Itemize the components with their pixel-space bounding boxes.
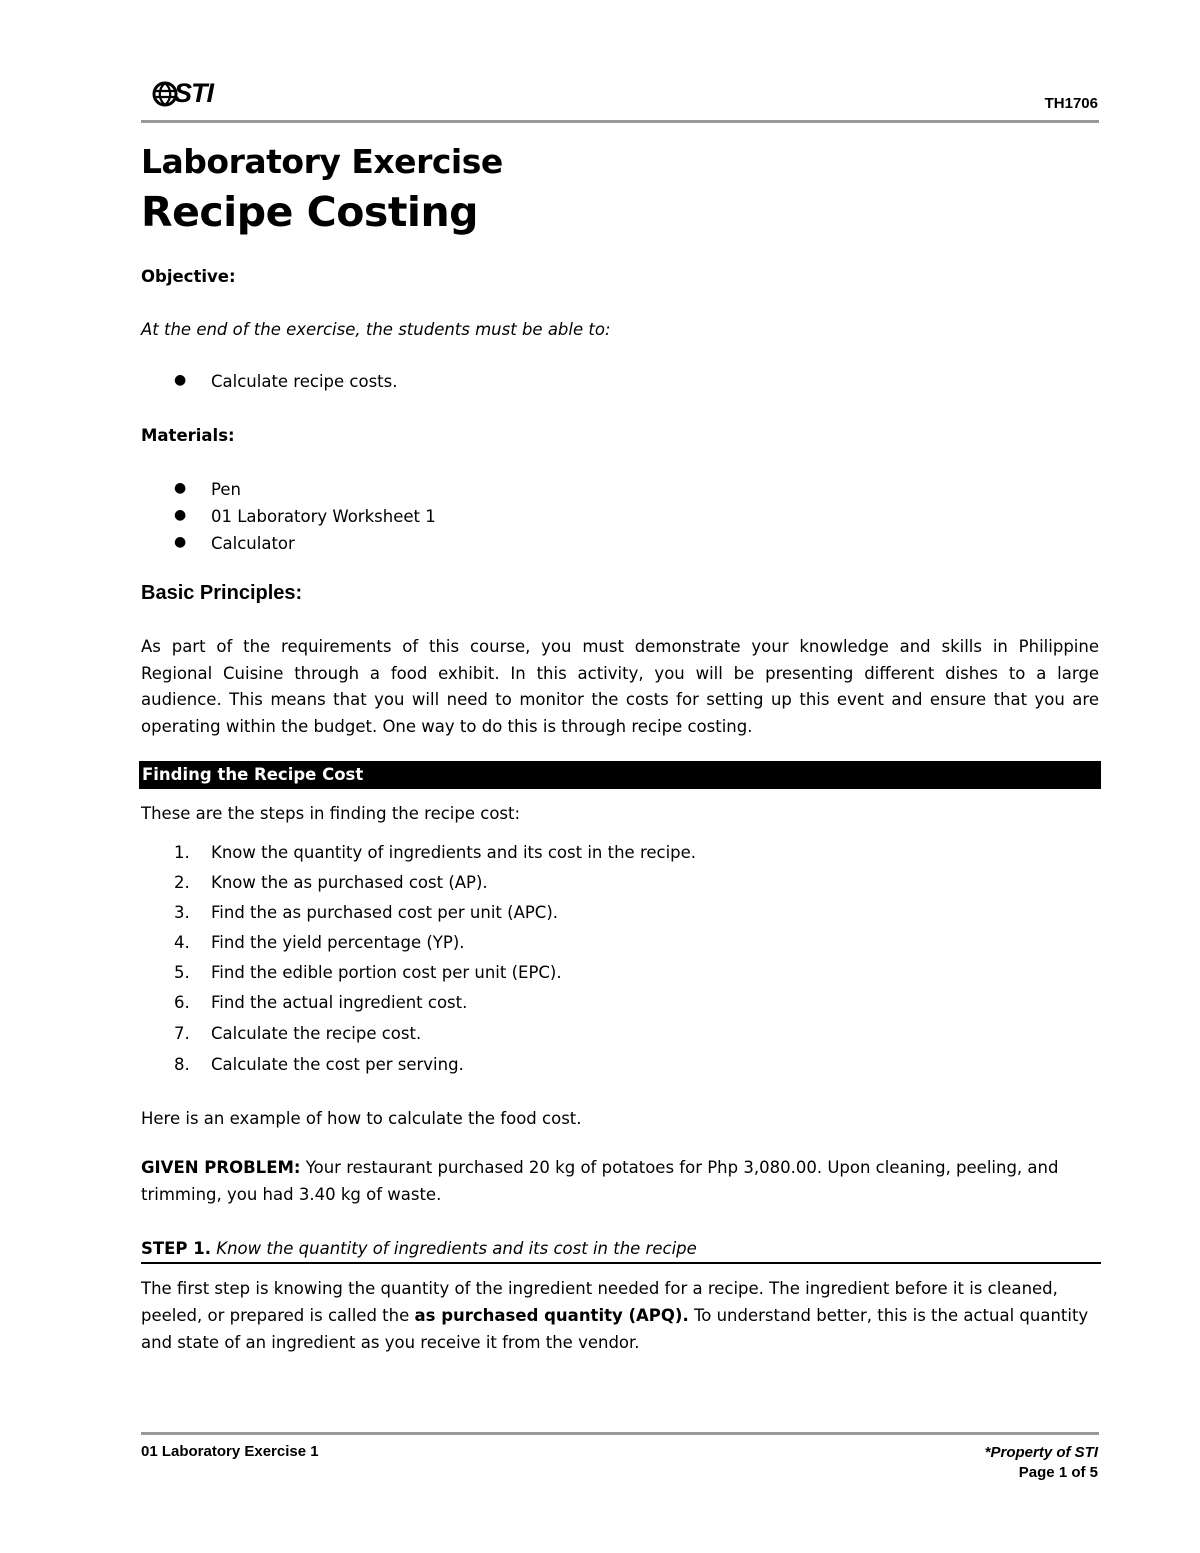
objective-item: Calculate recipe costs. xyxy=(211,372,398,391)
step1-title: Know the quantity of ingredients and its cost in the recipe xyxy=(211,1239,697,1258)
bullet-icon: ● xyxy=(174,480,187,496)
step-number: 7. xyxy=(174,1024,190,1043)
document-code: TH1706 xyxy=(1044,95,1098,112)
step1-line: The first step is knowing the quantity of the ingredient needed for a recipe. The ingredient before it is cleaned, xyxy=(141,1279,1058,1298)
step-number: 1. xyxy=(174,843,190,862)
step1-text: To understand better, this is the actual quantity xyxy=(688,1306,1089,1325)
step-item: Calculate the cost per serving. xyxy=(211,1055,464,1074)
paragraph-line: audience. This means that you will need to monitor the costs for setting up this event and ensure that you are xyxy=(141,690,1099,709)
paragraph-line: As part of the requirements of this course, you must demonstrate your knowledge and skills in Philippine xyxy=(141,637,1099,656)
bullet-icon: ● xyxy=(174,372,187,388)
paragraph-line: Regional Cuisine through a food exhibit. In this activity, you will be presenting different dishes to a large xyxy=(141,663,1099,683)
objective-intro: At the end of the exercise, the students must be able to: xyxy=(141,320,611,339)
step-item: Calculate the recipe cost. xyxy=(211,1024,422,1043)
bullet-icon: ● xyxy=(174,534,187,550)
given-problem-text: Your restaurant purchased 20 kg of potatoes for Php 3,080.00. Upon cleaning, peeling, and xyxy=(300,1158,1059,1177)
step1-line xyxy=(141,1306,1088,1326)
step-item: Find the actual ingredient cost. xyxy=(211,993,468,1012)
basic-principles-heading: Basic Principles: xyxy=(141,582,303,604)
footer-right xyxy=(985,1443,1098,1483)
section-bar-label: Finding the Recipe Cost xyxy=(142,765,364,784)
materials-item: Calculator xyxy=(211,534,295,553)
step-item: Find the yield percentage (YP). xyxy=(211,933,465,952)
step-number: 5. xyxy=(174,963,190,982)
step-number: 3. xyxy=(174,903,190,922)
basic-principles-paragraph xyxy=(141,634,1099,740)
bullet-icon: ● xyxy=(174,507,187,523)
example-intro: Here is an example of how to calculate the food cost. xyxy=(141,1109,582,1128)
paragraph-line: operating within the budget. One way to do this is through recipe costing. xyxy=(141,716,753,736)
steps-intro: These are the steps in finding the recipe cost: xyxy=(141,804,521,823)
logo-text: STI xyxy=(174,78,214,108)
given-problem-line: trimming, you had 3.40 kg of waste. xyxy=(141,1185,442,1204)
materials-item: 01 Laboratory Worksheet 1 xyxy=(211,507,436,526)
section-bar xyxy=(139,761,1101,789)
step-number: 6. xyxy=(174,993,190,1012)
step1-line: and state of an ingredient as you receive it from the vendor. xyxy=(141,1333,640,1352)
step1-underline xyxy=(141,1262,1101,1264)
sti-logo xyxy=(152,78,213,109)
step1-text: peeled, or prepared is called the xyxy=(141,1306,415,1325)
apq-term: as purchased quantity (APQ). xyxy=(414,1306,689,1325)
step1-heading xyxy=(141,1239,697,1259)
page-subtitle: Recipe Costing xyxy=(141,188,479,236)
materials-item: Pen xyxy=(211,480,241,499)
footer-divider xyxy=(141,1432,1099,1435)
step-number: 4. xyxy=(174,933,190,952)
step-item: Find the as purchased cost per unit (APC). xyxy=(211,903,559,922)
step-item: Find the edible portion cost per unit (EPC). xyxy=(211,963,562,982)
footer-document-name: 01 Laboratory Exercise 1 xyxy=(141,1443,319,1460)
footer-property: *Property of STI xyxy=(984,1444,1098,1461)
given-problem-line xyxy=(141,1158,1058,1178)
header-divider xyxy=(141,120,1099,123)
materials-heading: Materials: xyxy=(141,426,235,445)
page-number: Page 1 of 5 xyxy=(1018,1464,1098,1481)
step1-label: STEP 1. xyxy=(141,1239,211,1258)
step-number: 8. xyxy=(174,1055,190,1074)
step-item: Know the quantity of ingredients and its cost in the recipe. xyxy=(211,843,697,862)
given-problem-label: GIVEN PROBLEM: xyxy=(141,1158,301,1177)
objective-heading: Objective: xyxy=(141,267,236,286)
step-item: Know the as purchased cost (AP). xyxy=(211,873,488,892)
page-title: Laboratory Exercise xyxy=(141,142,503,181)
step-number: 2. xyxy=(174,873,190,892)
